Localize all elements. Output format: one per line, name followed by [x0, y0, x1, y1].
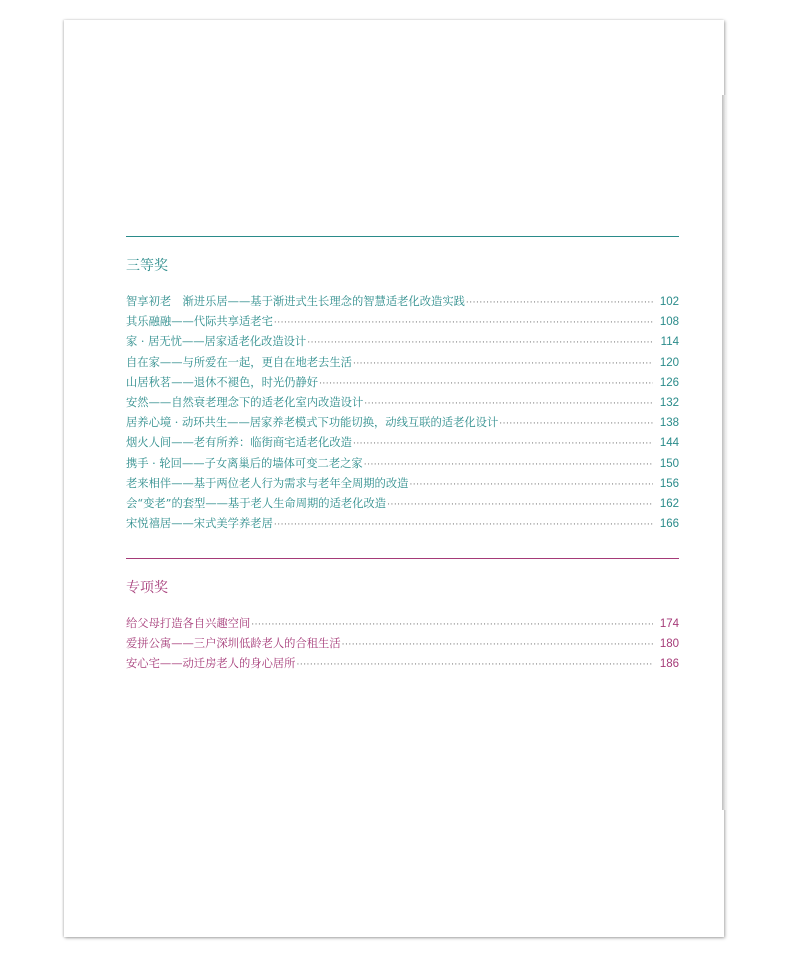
toc-entry[interactable] [126, 654, 679, 674]
toc-leader-dots [296, 655, 653, 675]
toc-page-number: 166 [659, 518, 679, 531]
section-rule [126, 236, 679, 237]
toc-page-number: 138 [659, 417, 679, 430]
toc-leader-dots [387, 495, 653, 515]
toc-entry[interactable] [126, 634, 679, 654]
toc-page-number: 156 [659, 477, 679, 490]
toc-entry[interactable] [126, 433, 679, 453]
toc-leader-dots [353, 434, 653, 454]
toc-entry[interactable] [126, 292, 679, 312]
toc-page-number: 114 [660, 336, 679, 349]
toc-entry-title: 老来相伴——基于两位老人行为需求与老年全周期的改造 [126, 476, 409, 490]
toc-list [126, 292, 679, 534]
toc-entry-title: 安心宅——动迁房老人的身心居所 [126, 657, 296, 671]
toc-entry[interactable] [126, 373, 679, 393]
toc-entry[interactable] [126, 614, 679, 634]
toc-entry-title: 安然——自然衰老理念下的适老化室内改造设计 [126, 395, 364, 409]
toc-page-number: 144 [659, 437, 679, 450]
toc-page-number: 108 [659, 316, 679, 329]
toc-entry-title: 携手 · 轮回——子女离巢后的墙体可变二老之家 [126, 456, 363, 470]
toc-entry[interactable] [126, 494, 679, 514]
toc-entry[interactable] [126, 514, 679, 534]
toc-page-number: 102 [659, 296, 679, 308]
toc-entry-title: 宋悦禧居——宋式美学养老居 [126, 517, 273, 531]
toc-leader-dots [353, 354, 653, 374]
toc-leader-dots [307, 333, 653, 353]
toc-leader-dots [364, 455, 653, 475]
toc-page-number: 150 [659, 457, 679, 470]
toc-entry[interactable] [126, 332, 679, 352]
toc-page-number: 174 [659, 618, 679, 630]
toc-page-number: 120 [659, 356, 679, 369]
toc-leader-dots [319, 374, 653, 394]
toc-entry-title: 会“变老”的套型——基于老人生命周期的适老化改造 [126, 496, 387, 510]
toc-leader-dots [364, 394, 653, 414]
section-third-prize [126, 236, 679, 531]
toc-entry-title: 家 · 居无忧——居家适老化改造设计 [126, 335, 307, 349]
section-special-prize [126, 558, 679, 671]
toc-page-number: 132 [659, 396, 679, 409]
toc-leader-dots [274, 313, 653, 333]
toc-entry[interactable] [126, 413, 679, 433]
toc-entry-title: 其乐融融——代际共享适老宅 [126, 315, 273, 329]
toc-leader-dots [251, 615, 653, 635]
toc-entry-title: 给父母打造各自兴趣空间 [126, 617, 251, 630]
toc-entry[interactable] [126, 474, 679, 494]
toc-entry[interactable] [126, 312, 679, 332]
toc-entry[interactable] [126, 393, 679, 413]
section-heading: 专项奖 [126, 580, 168, 596]
toc-leader-dots [409, 475, 653, 495]
toc-page-number: 162 [659, 497, 679, 510]
toc-page-number: 186 [659, 658, 679, 671]
toc-entry[interactable] [126, 454, 679, 474]
toc-leader-dots [274, 515, 653, 535]
toc-leader-dots [342, 635, 653, 655]
section-rule [126, 558, 679, 559]
toc-entry[interactable] [126, 353, 679, 373]
toc-entry-title: 爱拼公寓——三户深圳低龄老人的合租生活 [126, 637, 341, 651]
toc-entry-title: 智享初老 渐进乐居——基于渐进式生长理念的智慧适老化改造实践 [126, 295, 465, 308]
page-edge-shadow [722, 95, 726, 810]
toc-page-number: 180 [659, 638, 679, 651]
toc-leader-dots [499, 414, 653, 434]
toc-entry-title: 居养心境 · 动环共生——居家养老模式下功能切换，动线互联的适老化设计 [126, 416, 499, 430]
toc-list [126, 614, 679, 675]
section-heading: 三等奖 [126, 258, 168, 274]
toc-entry-title: 烟火人间——老有所养：临街商宅适老化改造 [126, 436, 352, 450]
toc-page-number: 126 [659, 376, 679, 389]
toc-entry-title: 自在家——与所爱在一起，更自在地老去生活 [126, 355, 352, 369]
toc-leader-dots [466, 293, 653, 313]
toc-entry-title: 山居秋茗——退休不褪色，时光仍静好 [126, 375, 319, 389]
